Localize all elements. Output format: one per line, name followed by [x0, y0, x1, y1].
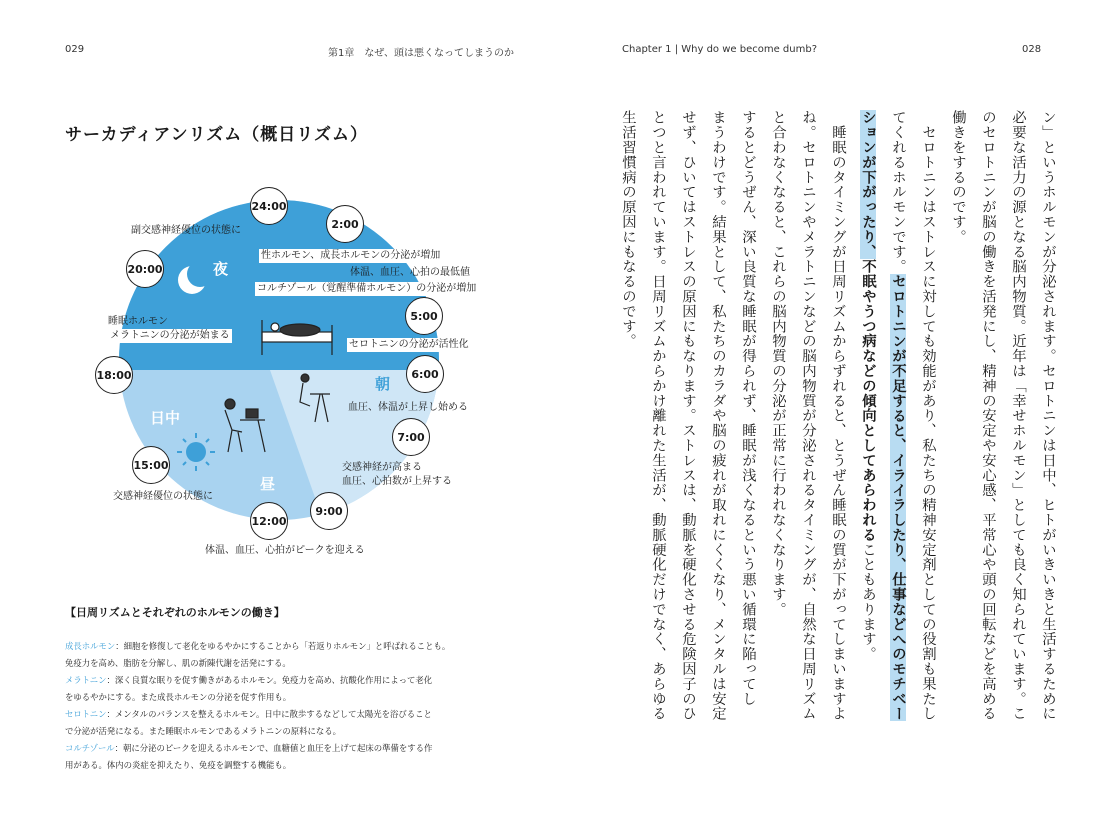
- annotation-sympathetic-2: 血圧、心拍数が上昇する: [342, 476, 452, 487]
- text-segment: 睡眠のタイミングが日周リズムからずれると、とうぜん睡眠の質が下がってしまいますよ: [830, 110, 846, 721]
- hormone-item-cont: 用がある。体内の炎症を抑えたり、免疫を調整する機能も。: [65, 760, 292, 770]
- time-1200: 12:00: [250, 502, 288, 540]
- text-segment: まうわけです。結果として、私たちのカラダや脳の疲れが取れにくくなり、メンタルは安定: [710, 110, 726, 721]
- text-segment: てくれるホルモンです。: [890, 110, 906, 274]
- text-column: [612, 110, 638, 348]
- annotation-growth-hormone: 性ホルモン、成長ホルモンの分泌が増加: [261, 250, 441, 261]
- text-segment: ン」というホルモンが分泌されます。セロトニンは日中、ヒトがいきいきと生活するために: [1040, 110, 1056, 721]
- zone-label-noon: 昼: [260, 475, 276, 493]
- time-1800: 18:00: [95, 356, 133, 394]
- text-segment: 働きをするのです。: [950, 110, 966, 245]
- text-segment: のセロトニンが脳の働きを活発にし、精神の安定や安心感、平常心や頭の回転などを高める: [980, 110, 996, 721]
- text-segment: とつと言われています。日周リズムからかけ離れた生活が、動脈硬化だけでなく、あらゆる: [650, 110, 666, 721]
- hormone-item-cont: 免疫力を高め、脂肪を分解し、肌の新陳代謝を活発にする。: [65, 658, 291, 668]
- text-segment: ね。セロトニンやメラトニンなどの脳内物質が分泌されるタイミングが、自然な日周リズム: [800, 110, 816, 721]
- annotation-bp-rise: 血圧、体温が上昇し始める: [348, 402, 468, 413]
- text-column: [1002, 110, 1028, 721]
- hormone-item-cont: で分泌が活発になる。また睡眠ホルモンであるメラトニンの原料になる。: [65, 726, 342, 736]
- time-0500: 5:00: [405, 297, 443, 335]
- annotation-sympathetic-dominant: 交感神経優位の状態に: [113, 491, 213, 502]
- text-segment: 不眠やうつ病などの傾向としてあらわれる: [860, 259, 876, 543]
- annotation-sleep-hormone-2: メラトニンの分泌が始まる: [110, 330, 230, 341]
- time-2000: 20:00: [126, 250, 164, 288]
- text-column: [702, 110, 728, 721]
- text-column: [642, 110, 668, 721]
- zone-label-daytime: 日中: [150, 409, 181, 427]
- text-segment: と合わなくなると、これらの脳内物質の分泌が正常に行われなくなります。: [770, 110, 786, 617]
- text-segment: するとどうぜん、深い良質な睡眠が得られず、睡眠が浅くなるという悪い循環に陥ってし: [740, 110, 756, 706]
- section-title: 【日周リズムとそれぞれのホルモンの働き】: [65, 606, 285, 619]
- page-number-left: 029: [65, 44, 85, 55]
- text-segment: ションが下がったり、: [860, 110, 876, 259]
- zone-label-night: 夜: [213, 260, 229, 278]
- hormone-item: メラトニン：深く良質な眠りを促す働きがあるホルモン。免疫力を高め、抗酸化作用によって老化: [65, 675, 433, 685]
- annotation-sympathetic-1: 交感神経が高まる: [342, 462, 422, 473]
- text-column: [762, 110, 788, 617]
- annotation-peak: 体温、血圧、心拍がピークを迎える: [205, 545, 365, 556]
- annotation-serotonin: セロトニンの分泌が活性化: [349, 339, 469, 350]
- text-column: [882, 110, 908, 721]
- time-1500: 15:00: [132, 446, 170, 484]
- time-0200: 2:00: [326, 205, 364, 243]
- text-column: [942, 110, 968, 244]
- time-0900: 9:00: [310, 492, 348, 530]
- time-0700: 7:00: [392, 418, 430, 456]
- text-segment: こともあります。: [860, 542, 876, 662]
- text-segment: セロトニンはストレスに対しても効能があり、私たちの精神安定剤としての役割も果たし: [920, 110, 936, 721]
- text-column: [972, 110, 998, 721]
- hormone-item: 成長ホルモン：細胞を修復して老化をゆるやかにすることから「若返りホルモン」と呼ばれることも。: [65, 641, 451, 651]
- running-header-left: 第1章 なぜ、頭は悪くなってしまうのか: [328, 48, 515, 59]
- hormone-legend: [65, 638, 495, 774]
- text-segment: セロトニンが不足すると、イライラしたり、仕事などへのモチベー: [890, 273, 906, 721]
- diagram-title: サーカディアンリズム（概日リズム）: [65, 125, 368, 145]
- annotation-sleep-hormone-1: 睡眠ホルモン: [108, 316, 168, 327]
- text-column: [792, 110, 818, 721]
- annotation-body-temp-low: 体温、血圧、心拍の最低値: [350, 267, 470, 278]
- text-column: [912, 110, 938, 721]
- hormone-item-cont: をゆるやかにする。また成長ホルモンの分泌を促す作用も。: [65, 692, 292, 702]
- text-segment: 必要な活力の源となる脳内物質。近年は「幸せホルモン」としても良く知られています。こ: [1010, 110, 1026, 721]
- hormone-item: コルチゾール：朝に分泌のピークを迎えるホルモンで、血糖値と血圧を上げて起床の準備をする作: [65, 743, 433, 753]
- annotation-cortisol: コルチゾール（覚醒準備ホルモン）の分泌が増加: [257, 283, 477, 294]
- text-column: [852, 110, 878, 661]
- text-segment: せず、ひいてはストレスの原因にもなります。ストレスは、動脈を硬化させる危険因子のひ: [680, 110, 696, 721]
- zone-label-morning: 朝: [375, 375, 391, 393]
- running-header-right: Chapter 1 | Why do we become dumb?: [622, 44, 817, 55]
- annotation-parasympathetic: 副交感神経優位の状態に: [131, 225, 241, 236]
- page-number-right: 028: [1022, 44, 1042, 55]
- text-column: [1032, 110, 1058, 721]
- hormone-item: セロトニン：メンタルのバランスを整えるホルモン。日中に散歩するなどして太陽光を浴びること: [65, 709, 432, 719]
- text-segment: 生活習慣病の原因にもなるのです。: [620, 110, 636, 349]
- text-column: [732, 110, 758, 706]
- time-2400: 24:00: [250, 187, 288, 225]
- time-0600: 6:00: [406, 355, 444, 393]
- text-column: [822, 110, 848, 721]
- text-column: [672, 110, 698, 721]
